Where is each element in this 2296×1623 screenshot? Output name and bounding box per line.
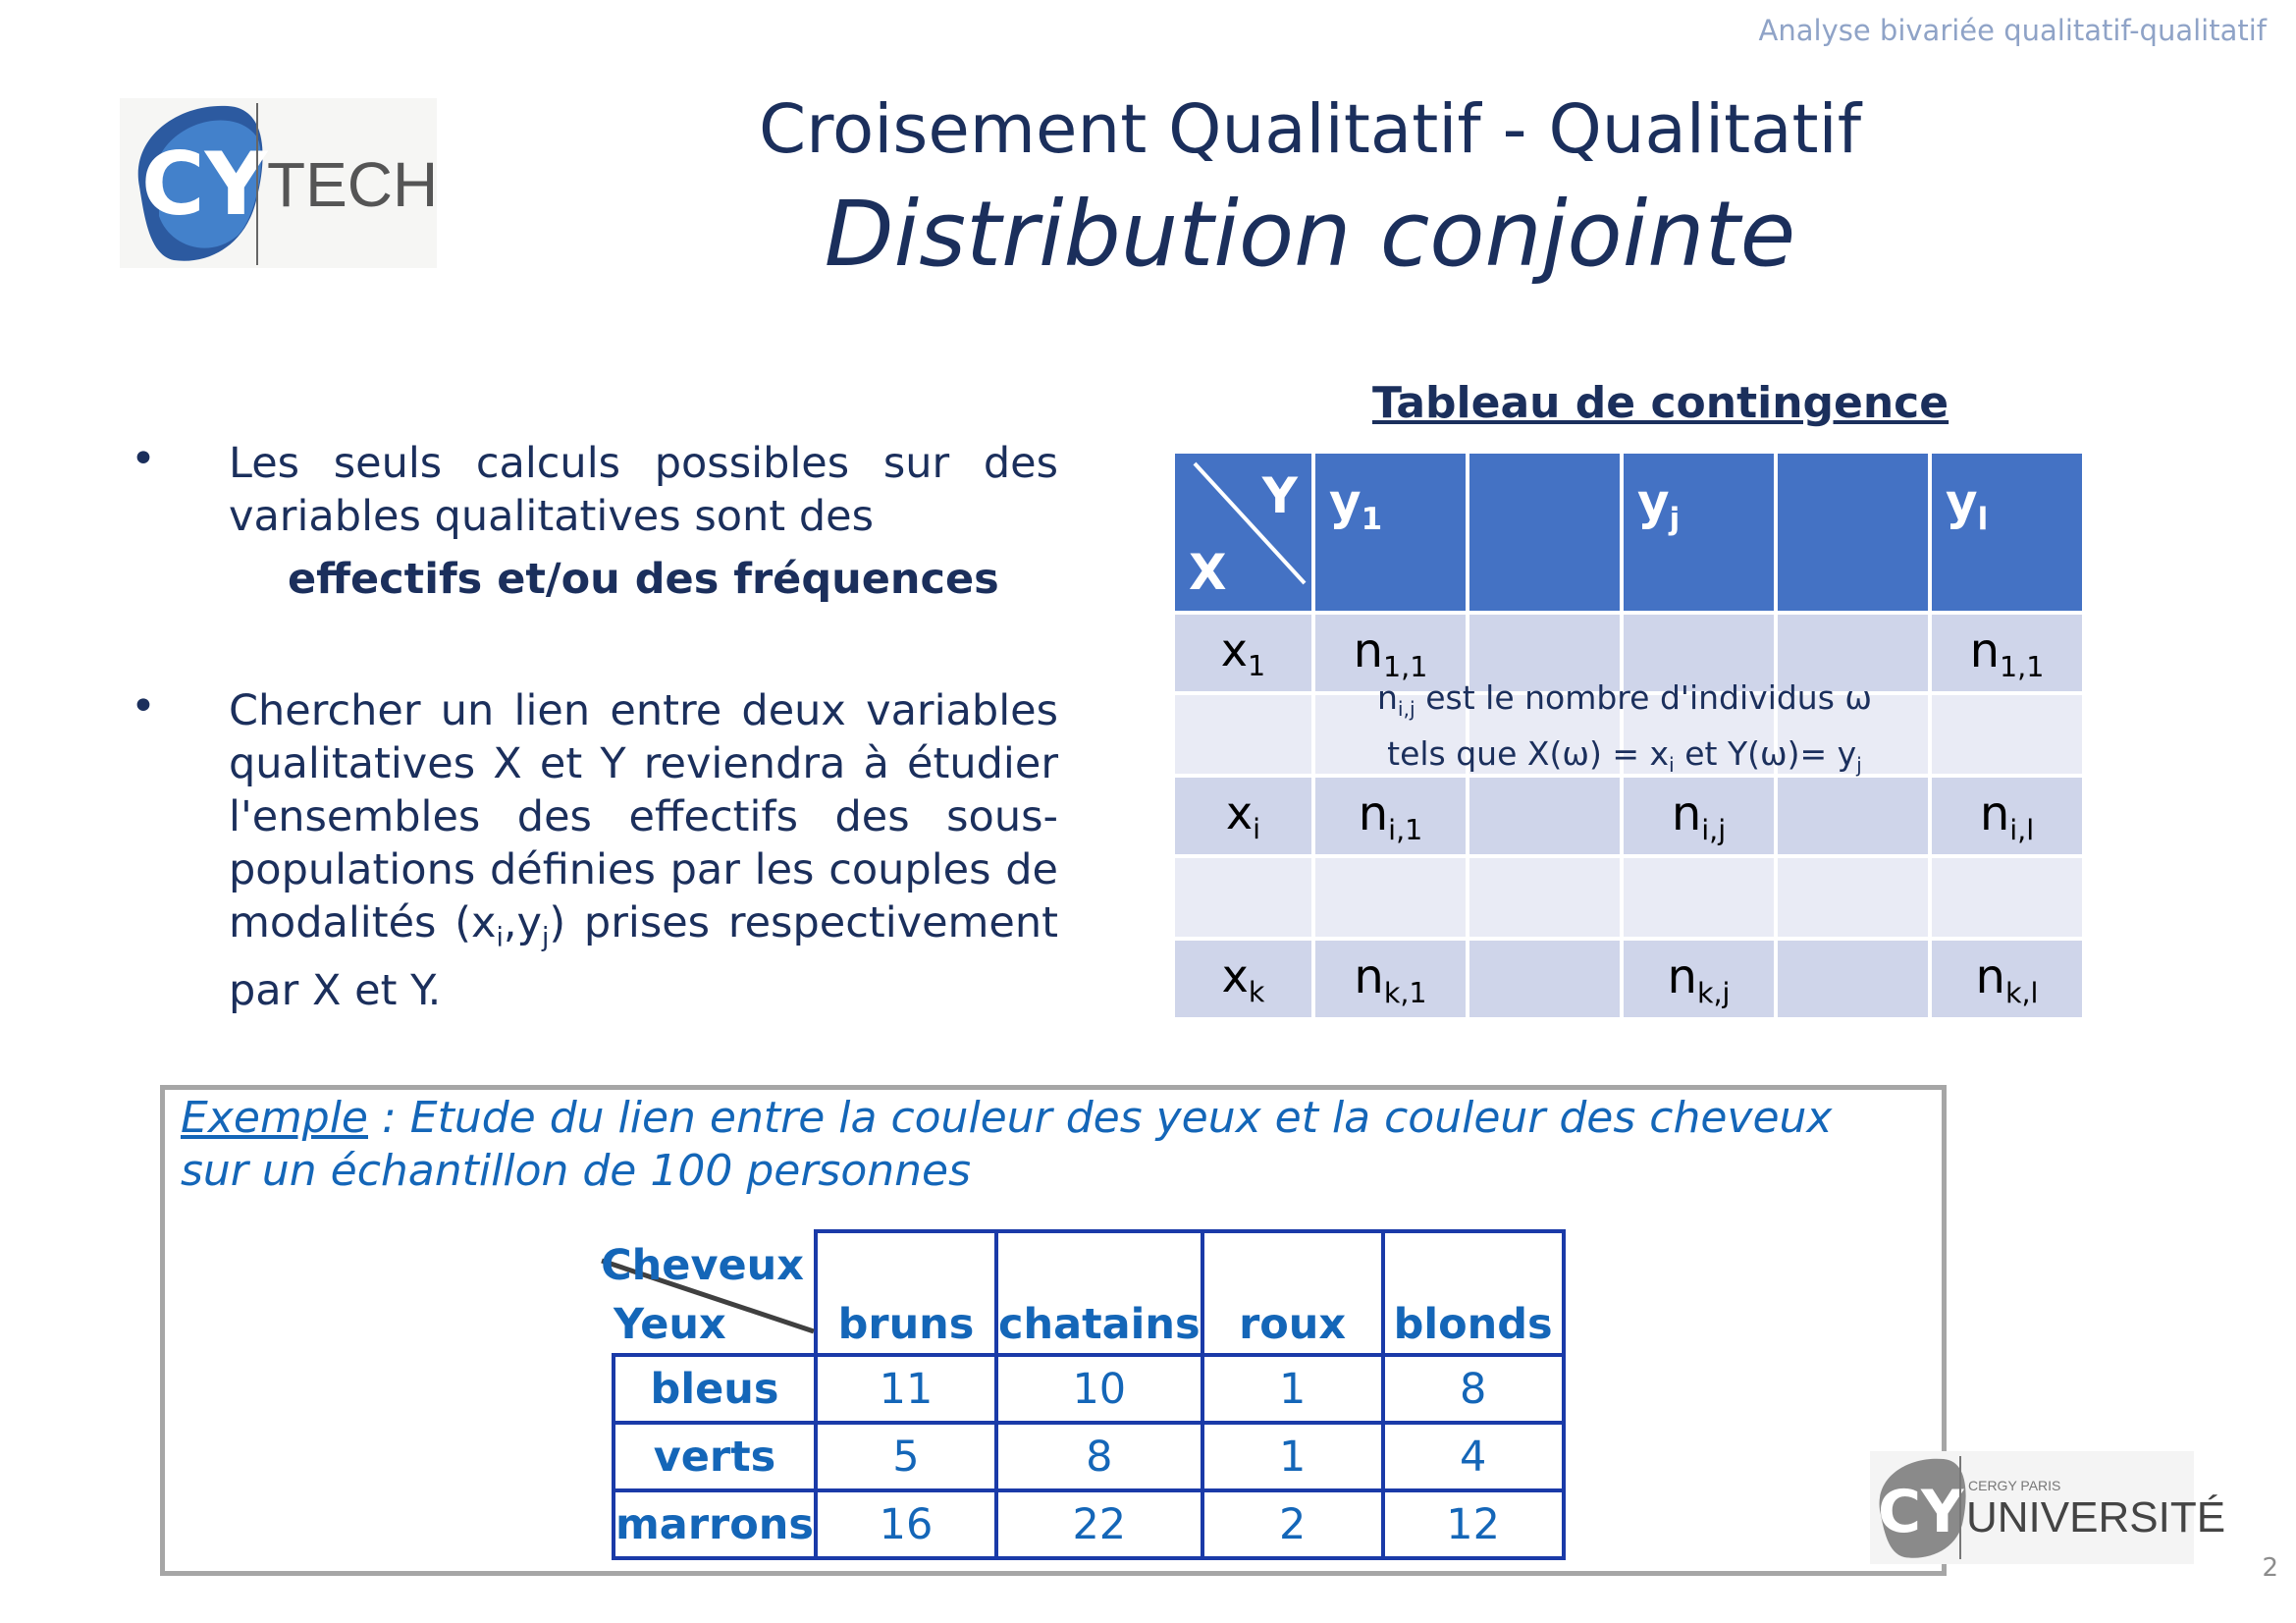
example-col-header: roux <box>1202 1231 1383 1355</box>
example-label: Exemple <box>181 1093 368 1143</box>
example-cell: 2 <box>1202 1490 1383 1558</box>
table-cell <box>1776 939 1930 1019</box>
header-note: Analyse bivariée qualitatif-qualitatif <box>1758 14 2267 47</box>
cergy-small-text: CERGY PARIS <box>1968 1478 2061 1493</box>
bullet-dot: • <box>131 434 156 484</box>
bullet-1-text: Les seuls calculs possibles sur des variables qualitatives sont des <box>229 439 1058 541</box>
table-cell <box>1622 856 1776 939</box>
example-cell: 4 <box>1383 1423 1564 1490</box>
universite-word: UNIVERSITÉ <box>1966 1493 2226 1542</box>
corner-cheveux: Cheveux <box>601 1241 804 1290</box>
bullet-2 <box>131 681 1058 1017</box>
table-cell <box>1930 693 2084 776</box>
example-row-label: bleus <box>614 1355 816 1423</box>
example-cell: 12 <box>1383 1490 1564 1558</box>
table-cell: $n_{i,1}$ <box>1313 776 1468 856</box>
bullet-1-emphasis: effectifs et/ou des fréquences <box>288 555 999 604</box>
contingency-note: $n_{i,j}$ est le nombre d'individus ω tels que $X(\omega) = x_i$ et $Y(\omega)= y_j$ <box>1376 678 1873 778</box>
table-cell <box>1468 939 1622 1019</box>
table-cell: $n_{i,l}$ <box>1930 776 2084 856</box>
cergy-logo-graphic <box>1870 1451 2226 1564</box>
example-cell: 5 <box>816 1423 996 1490</box>
row-label: $x_k$ <box>1173 939 1313 1019</box>
example-text: Exemple : Etude du lien entre la couleur des yeux et la couleur des cheveux sur un échantillon de 100 personnes <box>181 1093 1833 1196</box>
table-row <box>1173 856 2084 939</box>
table-cell <box>1173 856 1313 939</box>
corner-yeux: Yeux <box>614 1300 726 1349</box>
example-row <box>614 1490 1564 1558</box>
corner-cell <box>1173 452 1313 613</box>
tech-logo-word: TECH <box>267 149 439 220</box>
col-header: $y_j$ <box>1622 452 1776 613</box>
example-corner <box>601 1231 816 1355</box>
example-row <box>614 1423 1564 1490</box>
bullet-2-text: Chercher un lien entre deux variables qualitatives X et Y reviendra à étudier l'ensembles des effectifs des sous-populations définies par les couples de modalités $(x_i,y_j)$ prises respectivement par X et Y. <box>229 686 1058 1016</box>
col-header <box>1468 452 1622 613</box>
example-cell: 10 <box>996 1355 1202 1423</box>
table-cell: $n_{k,l}$ <box>1930 939 2084 1019</box>
page-number: 2 <box>2262 1553 2278 1583</box>
example-row <box>614 1355 1564 1423</box>
row-label: $x_i$ <box>1173 776 1313 856</box>
example-col-header: bruns <box>816 1231 996 1355</box>
corner-y: Y <box>1261 467 1298 524</box>
table-cell <box>1930 856 2084 939</box>
example-cell: 8 <box>1383 1355 1564 1423</box>
example-cell: 22 <box>996 1490 1202 1558</box>
example-row-label: marrons <box>614 1490 816 1558</box>
example-row-label: verts <box>614 1423 816 1490</box>
contingency-title: Tableau de contingence <box>1372 378 1949 428</box>
slide-subtitle: Distribution conjointe <box>824 182 1796 287</box>
table-cell: $n_{k,j}$ <box>1622 939 1776 1019</box>
col-header: $y_l$ <box>1930 452 2084 613</box>
table-cell <box>1468 856 1622 939</box>
table-cell <box>1776 856 1930 939</box>
cergy-university-logo <box>1870 1451 2226 1564</box>
table-cell: $n_{k,1}$ <box>1313 939 1468 1019</box>
table-cell: $n_{1,1}$ <box>1930 613 2084 693</box>
example-col-header: chatains <box>996 1231 1202 1355</box>
example-cell: 16 <box>816 1490 996 1558</box>
cy-logo-letters: CY <box>141 134 268 235</box>
table-cell <box>1173 693 1313 776</box>
table-row <box>1173 939 2084 1019</box>
svg-text:CY: CY <box>1878 1478 1964 1546</box>
table-cell <box>1313 856 1468 939</box>
slide-title: Croisement Qualitatif - Qualitatif <box>758 90 1861 169</box>
row-label: $x_1$ <box>1173 613 1313 693</box>
bullet-dot: • <box>131 681 156 731</box>
table-cell: $n_{1,1}$ <box>1313 613 1468 693</box>
col-header <box>1776 452 1930 613</box>
example-cell: 1 <box>1202 1355 1383 1423</box>
example-table <box>601 1229 1566 1560</box>
table-cell: $n_{i,j}$ <box>1622 776 1776 856</box>
bullet-1 <box>131 434 1058 606</box>
example-col-header: blonds <box>1383 1231 1564 1355</box>
col-header: $y_1$ <box>1313 452 1468 613</box>
example-cell: 1 <box>1202 1423 1383 1490</box>
example-cell: 8 <box>996 1423 1202 1490</box>
corner-x: X <box>1189 544 1227 601</box>
example-cell: 11 <box>816 1355 996 1423</box>
